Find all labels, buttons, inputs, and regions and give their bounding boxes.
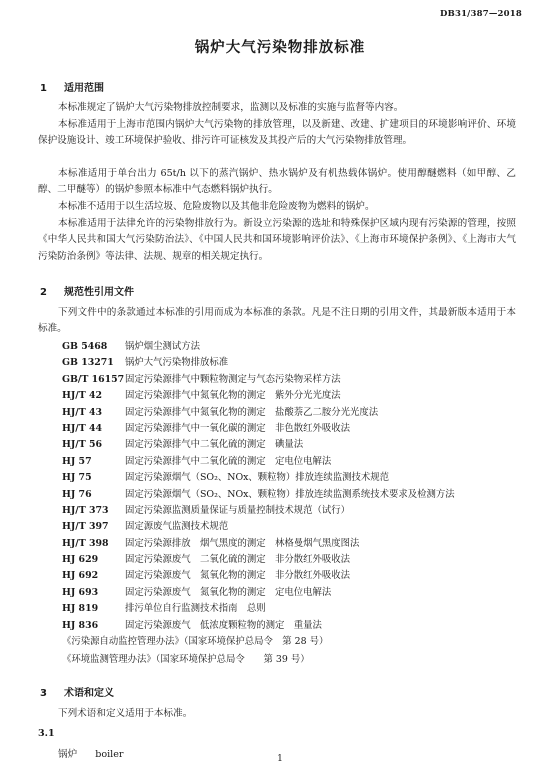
term-chinese: 锅炉	[58, 749, 78, 760]
reference-code: HJ 836	[62, 619, 99, 631]
section-title: 术语和定义	[64, 688, 114, 699]
reference-item	[62, 536, 532, 552]
section-number: 3	[40, 688, 47, 699]
reference-title: 固定污染源废气 二氧化硫的测定 非分散红外吸收法	[125, 554, 351, 566]
reference-item	[62, 487, 532, 503]
paragraph: 本标准不适用于以生活垃圾、危险废物以及其他非危险废物为燃料的锅炉。	[58, 201, 375, 212]
section-number: 1	[40, 83, 47, 94]
reference-item	[62, 437, 532, 453]
reference-code: HJ 692	[62, 570, 99, 582]
reference-code: HJ 693	[62, 586, 99, 598]
reference-title: 固定污染源废气 氮氧化物的测定 非分散红外吸收法	[125, 570, 351, 582]
reference-title: 固定污染源烟气（SO₂、NOx、颗粒物）排放连续监测技术规范	[125, 472, 390, 484]
reference-item	[62, 568, 532, 584]
page-number: 1	[277, 754, 283, 764]
reference-title: 固定污染源排气中氮氧化物的测定 紫外分光光度法	[125, 390, 341, 402]
reference-code: HJ/T 397	[62, 521, 109, 533]
term-english: boiler	[95, 749, 124, 760]
reference-title: 固定污染源废气 氮氧化物的测定 定电位电解法	[125, 586, 332, 598]
paragraph: 本标准规定了锅炉大气污染物排放控制要求，监测以及标准的实施与监督等内容。	[58, 102, 404, 113]
reference-item	[62, 388, 532, 404]
reference-code: GB 5468	[62, 341, 108, 352]
section-3-heading	[40, 684, 114, 699]
reference-item	[62, 552, 532, 568]
reference-code: HJ/T 42	[62, 390, 103, 402]
reference-title: 固定污染源排放 烟气黑度的测定 林格曼烟气黑度图法	[125, 537, 360, 549]
reference-item	[62, 372, 532, 388]
reference-title: 固定污染源排气中二氧化硫的测定 碘量法	[125, 439, 304, 451]
reference-title: 锅炉大气污染物排放标准	[125, 357, 229, 369]
reference-title: 固定污染源排气中颗粒物测定与气态污染物采样方法	[125, 373, 341, 385]
reference-code: HJ 629	[62, 554, 99, 566]
reference-code: HJ 819	[62, 603, 99, 615]
reference-title: 固定污染源烟气（SO₂、NOx、颗粒物）排放连续监测系统技术要求及检测方法	[125, 488, 455, 500]
reference-extra: 《污染源自动监控管理办法》（国家环境保护总局令 第 28 号）	[62, 636, 329, 647]
reference-title: 锅炉烟尘测试方法	[125, 341, 201, 352]
reference-code: HJ 76	[62, 488, 92, 500]
reference-code: HJ/T 373	[62, 504, 109, 516]
reference-code: HJ/T 43	[62, 406, 103, 418]
reference-code: GB/T 16157	[62, 373, 125, 385]
section-3-intro: 下列术语和定义适用于本标准。	[58, 708, 193, 719]
reference-item	[62, 355, 532, 371]
reference-title: 固定源废气监测技术规范	[125, 521, 229, 533]
section-1-heading	[40, 79, 104, 94]
document-code: DB31/387—2018	[440, 9, 522, 19]
subsection-number: 3.1	[38, 728, 55, 739]
reference-item	[62, 421, 532, 437]
reference-title: 固定污染源排气中二氧化硫的测定 定电位电解法	[125, 455, 332, 467]
reference-title: 固定污染源排气中氮氧化物的测定 盐酸萘乙二胺分光光度法	[125, 406, 379, 418]
paragraph: 本标准适用于单台出力 65t/h 以下的蒸汽锅炉、热水锅炉及有机热载体锅炉。使用醇醚燃料（如甲醇、乙醇、二甲醚等）的锅炉参照本标准中气态燃料锅炉执行。	[38, 168, 516, 196]
reference-code: HJ/T 56	[62, 439, 103, 451]
section-number: 2	[40, 287, 47, 298]
reference-item	[62, 618, 532, 634]
section-2-intro: 下列文件中的条款通过本标准的引用而成为本标准的条款。凡是不注日期的引用文件，其最新版本适用于本标准。	[38, 307, 516, 335]
reference-title: 固定污染源废气 低浓度颗粒物的测定 重量法	[125, 619, 322, 631]
reference-item	[62, 519, 532, 535]
reference-list	[62, 339, 532, 634]
paragraph: 本标准适用于法律允许的污染物排放行为。新设立污染源的选址和特殊保护区域内现有污染源的管理，按照《中华人民共和国大气污染防治法》、《中国人民共和国环境影响评价法》、《上海市环境保护条例》、《上海市大气污染防治条例》等法律、法规、规章的相关规定执行。	[38, 218, 516, 262]
document-title: 锅炉大气污染物排放标准	[194, 40, 366, 56]
paragraph: 本标准适用于上海市范围内锅炉大气污染物的排放管理，以及新建、改建、扩建项目的环境影响评价、环境保护设施设计、竣工环境保护验收、排污许可证核发及其投产后的大气污染物排放管理。	[38, 119, 516, 147]
reference-item	[62, 454, 532, 470]
reference-title: 固定污染源排气中一氧化碳的测定 非色散红外吸收法	[125, 422, 351, 434]
section-2-heading	[40, 283, 134, 298]
reference-code: HJ 75	[62, 472, 92, 484]
reference-extra: 《环境监测管理办法》（国家环境保护总局令 第 39 号）	[62, 654, 310, 665]
reference-item	[62, 601, 532, 617]
reference-item	[62, 405, 532, 421]
reference-item	[62, 503, 532, 519]
section-title: 规范性引用文件	[64, 287, 134, 298]
reference-item	[62, 470, 532, 486]
reference-item	[62, 585, 532, 601]
reference-code: HJ/T 398	[62, 537, 109, 549]
reference-code: GB 13271	[62, 357, 114, 369]
reference-code: HJ 57	[62, 455, 92, 467]
reference-title: 固定污染源监测质量保证与质量控制技术规范（试行）	[125, 504, 351, 516]
reference-item	[62, 339, 532, 355]
reference-code: HJ/T 44	[62, 422, 103, 434]
section-title: 适用范围	[64, 83, 104, 94]
reference-title: 排污单位自行监测技术指南 总则	[125, 603, 266, 615]
